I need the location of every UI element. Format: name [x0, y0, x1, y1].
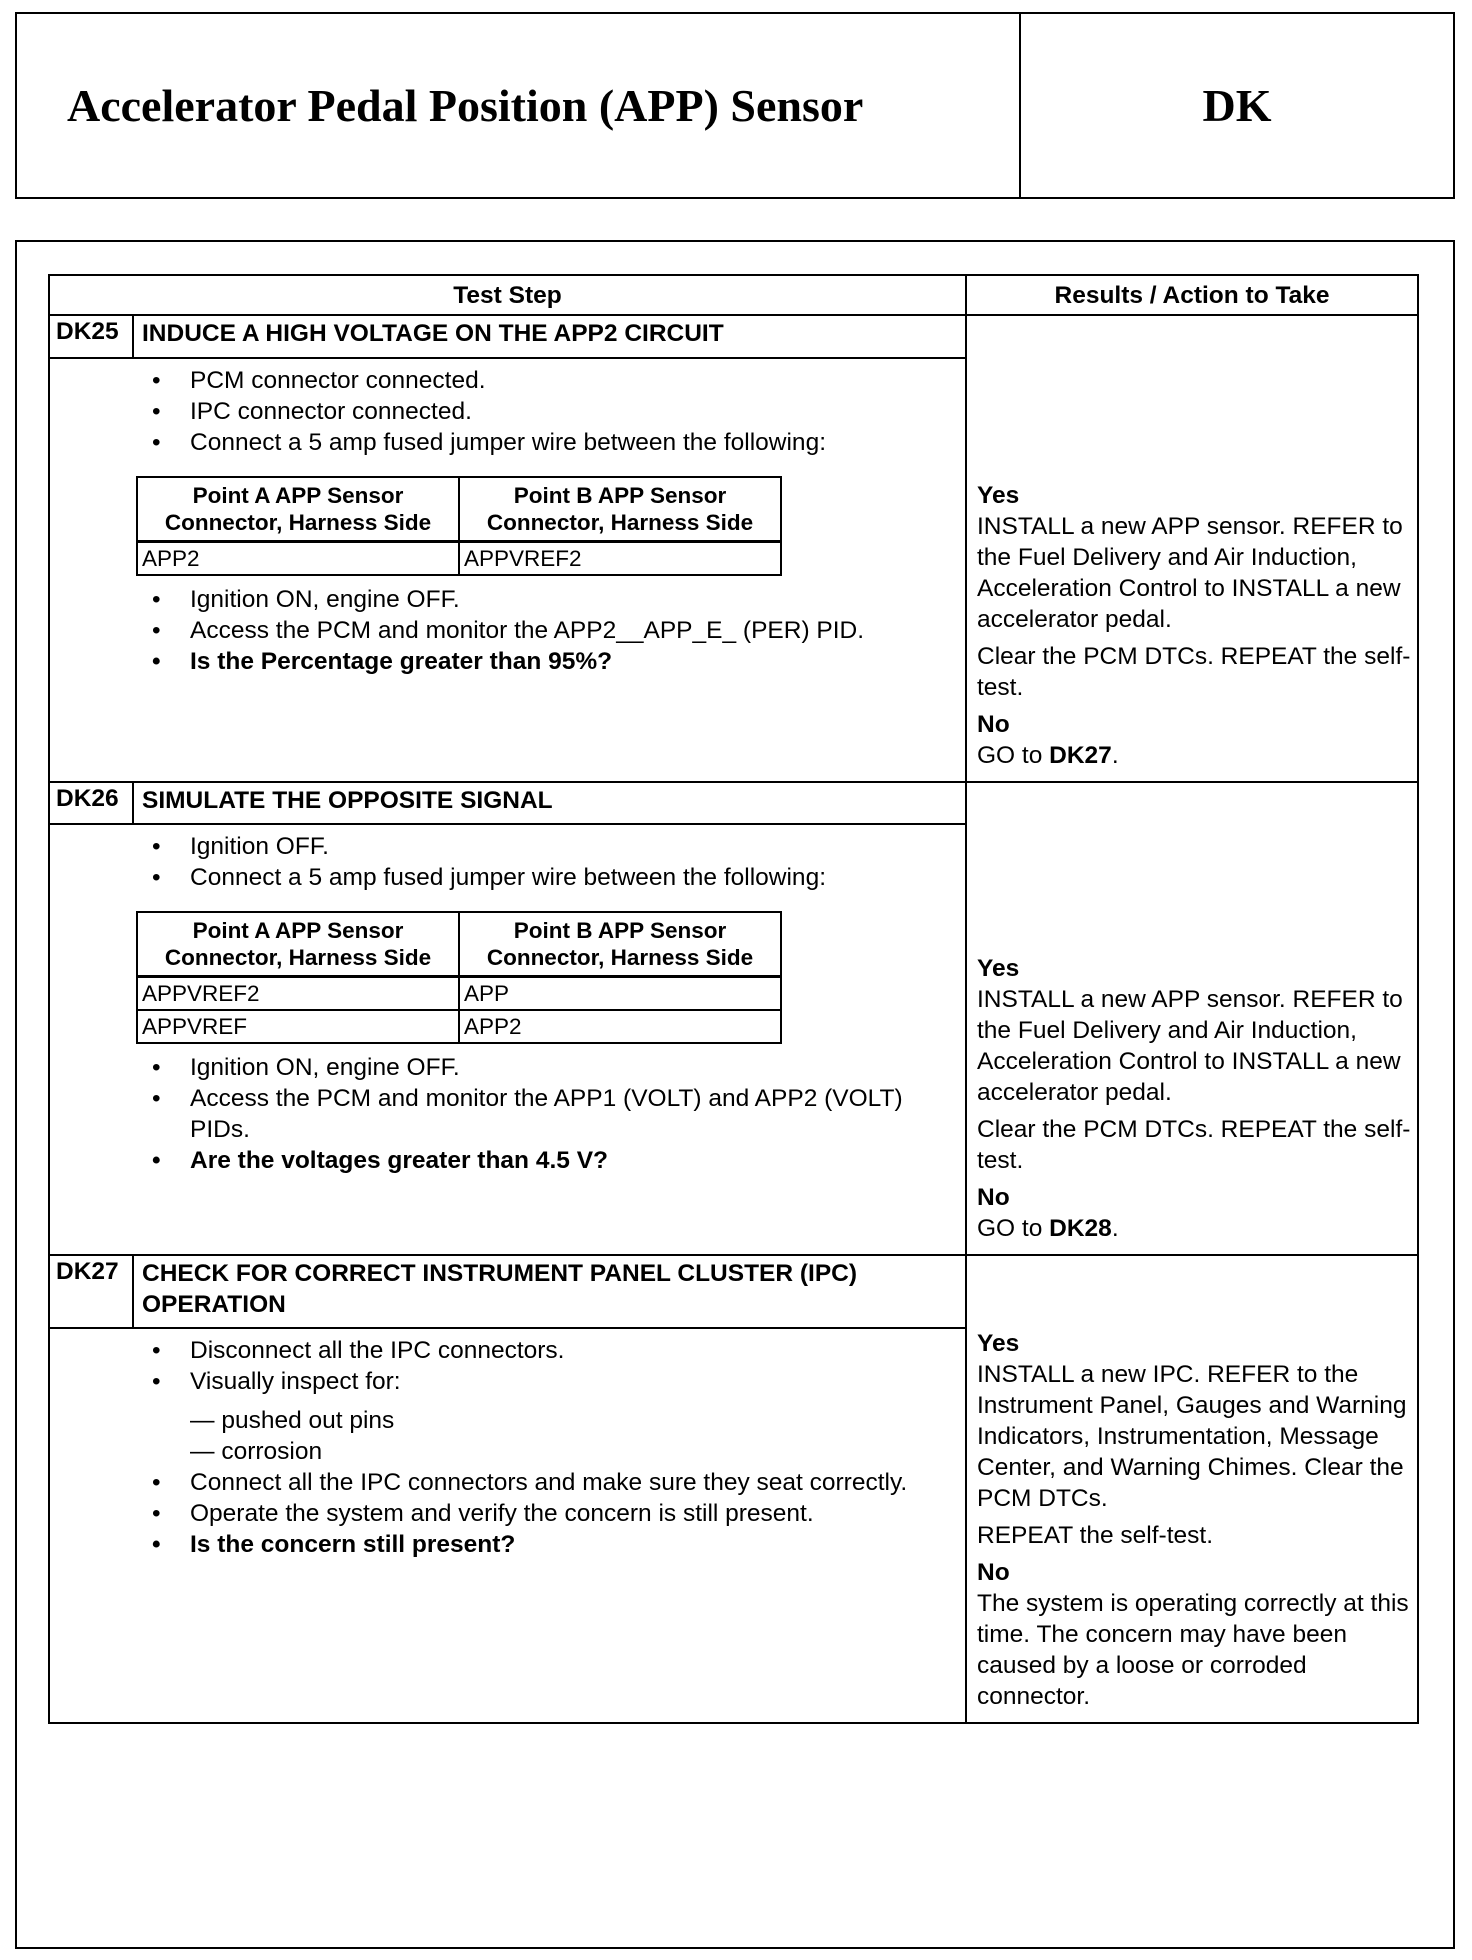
question: • Are the voltages greater than 4.5 V?	[50, 1145, 945, 1176]
instruction: • Connect a 5 amp fused jumper wire between the following:	[50, 862, 945, 893]
pin-b: APP2	[459, 1010, 781, 1043]
pin-table	[136, 911, 782, 1044]
yes-text: INSTALL a new APP sensor. REFER to the Fuel Delivery and Air Induction, Acceleration Control to INSTALL a new accelerator pedal.	[977, 513, 1403, 633]
yes-text-2: Clear the PCM DTCs. REPEAT the self-test.	[977, 643, 1411, 701]
no-suffix: .	[1111, 1215, 1119, 1242]
yes-label: Yes	[977, 1330, 1020, 1357]
instruction: • Access the PCM and monitor the APP2__APP_E_ (PER) PID.	[50, 615, 945, 646]
pin-head-b: Point B APP Sensor Connector, Harness Side	[459, 477, 781, 542]
inspect-item: — corrosion	[190, 1436, 945, 1467]
pin-a: APPVREF	[137, 1010, 459, 1043]
step-result	[966, 1255, 1418, 1723]
pin-row	[137, 977, 781, 1011]
yes-label: Yes	[977, 955, 1020, 982]
page-title: Accelerator Pedal Position (APP) Sensor	[17, 14, 1021, 197]
step-header-row	[49, 782, 1418, 824]
pin-head-b: Point B APP Sensor Connector, Harness Side	[459, 912, 781, 977]
pin-a: APP2	[137, 542, 459, 576]
yes-label: Yes	[977, 482, 1020, 509]
step-result	[966, 782, 1418, 1255]
no-prefix: GO to	[977, 742, 1050, 769]
col-test-step: Test Step	[49, 275, 966, 315]
instruction: • Connect a 5 amp fused jumper wire between the following:	[50, 427, 945, 458]
instruction: • Visually inspect for:	[50, 1366, 945, 1397]
step-body	[49, 824, 966, 1255]
pin-a: APPVREF2	[137, 977, 459, 1011]
goto-step-link[interactable]: DK27	[1049, 742, 1112, 769]
table-header-row	[49, 275, 1418, 315]
step-header-row	[49, 315, 1418, 358]
step-id: DK26	[49, 782, 133, 824]
yes-text-2: REPEAT the self-test.	[977, 1522, 1214, 1549]
step-body	[49, 1328, 966, 1723]
no-text	[977, 740, 1413, 771]
pin-table	[136, 476, 782, 576]
no-label: No	[977, 1184, 1010, 1211]
procedure-box	[15, 240, 1455, 1949]
step-result	[966, 315, 1418, 782]
section-code: DK	[1202, 80, 1272, 131]
instruction: • Disconnect all the IPC connectors.	[50, 1335, 945, 1366]
pin-row	[137, 1010, 781, 1043]
pin-row	[137, 542, 781, 576]
step-header-row	[49, 1255, 1418, 1328]
step-title: SIMULATE THE OPPOSITE SIGNAL	[133, 782, 966, 824]
yes-text: INSTALL a new IPC. REFER to the Instrument Panel, Gauges and Warning Indicators, Instrumentation, Message Center, and Warning Chimes. Clear the PCM DTCs.	[977, 1361, 1407, 1512]
no-prefix: GO to	[977, 1215, 1050, 1242]
step-title: CHECK FOR CORRECT INSTRUMENT PANEL CLUSTER (IPC) OPERATION	[133, 1255, 966, 1328]
pin-b: APPVREF2	[459, 542, 781, 576]
test-step-table	[48, 274, 1419, 1724]
no-label: No	[977, 1559, 1010, 1586]
yes-text-2: Clear the PCM DTCs. REPEAT the self-test.	[977, 1116, 1411, 1174]
no-label: No	[977, 711, 1010, 738]
instruction: • PCM connector connected.	[50, 365, 945, 396]
pin-head-a: Point A APP Sensor Connector, Harness Side	[137, 477, 459, 542]
step-body	[49, 358, 966, 782]
no-suffix: .	[1111, 742, 1119, 769]
no-text: The system is operating correctly at this time. The concern may have been caused by a loose or corroded connector.	[977, 1590, 1409, 1710]
step-id: DK25	[49, 315, 133, 358]
question: • Is the concern still present?	[50, 1529, 945, 1560]
page-header	[15, 12, 1455, 199]
instruction: • Ignition OFF.	[50, 831, 945, 862]
question: • Is the Percentage greater than 95%?	[50, 646, 945, 677]
step-title: INDUCE A HIGH VOLTAGE ON THE APP2 CIRCUIT	[133, 315, 966, 358]
pin-b: APP	[459, 977, 781, 1011]
instruction: • Ignition ON, engine OFF.	[50, 1052, 945, 1083]
inspect-item: — pushed out pins	[190, 1405, 945, 1436]
instruction: • Connect all the IPC connectors and make sure they seat correctly.	[50, 1467, 945, 1498]
no-text	[977, 1213, 1413, 1244]
instruction: • Access the PCM and monitor the APP1 (VOLT) and APP2 (VOLT) PIDs.	[50, 1083, 945, 1145]
instruction: • Operate the system and verify the concern is still present.	[50, 1498, 945, 1529]
col-results: Results / Action to Take	[966, 275, 1418, 315]
instruction: • Ignition ON, engine OFF.	[50, 584, 945, 615]
yes-text: INSTALL a new APP sensor. REFER to the Fuel Delivery and Air Induction, Acceleration Control to INSTALL a new accelerator pedal.	[977, 986, 1403, 1106]
instruction: • IPC connector connected.	[50, 396, 945, 427]
goto-step-link[interactable]: DK28	[1049, 1215, 1112, 1242]
step-id: DK27	[49, 1255, 133, 1328]
pin-head-a: Point A APP Sensor Connector, Harness Side	[137, 912, 459, 977]
